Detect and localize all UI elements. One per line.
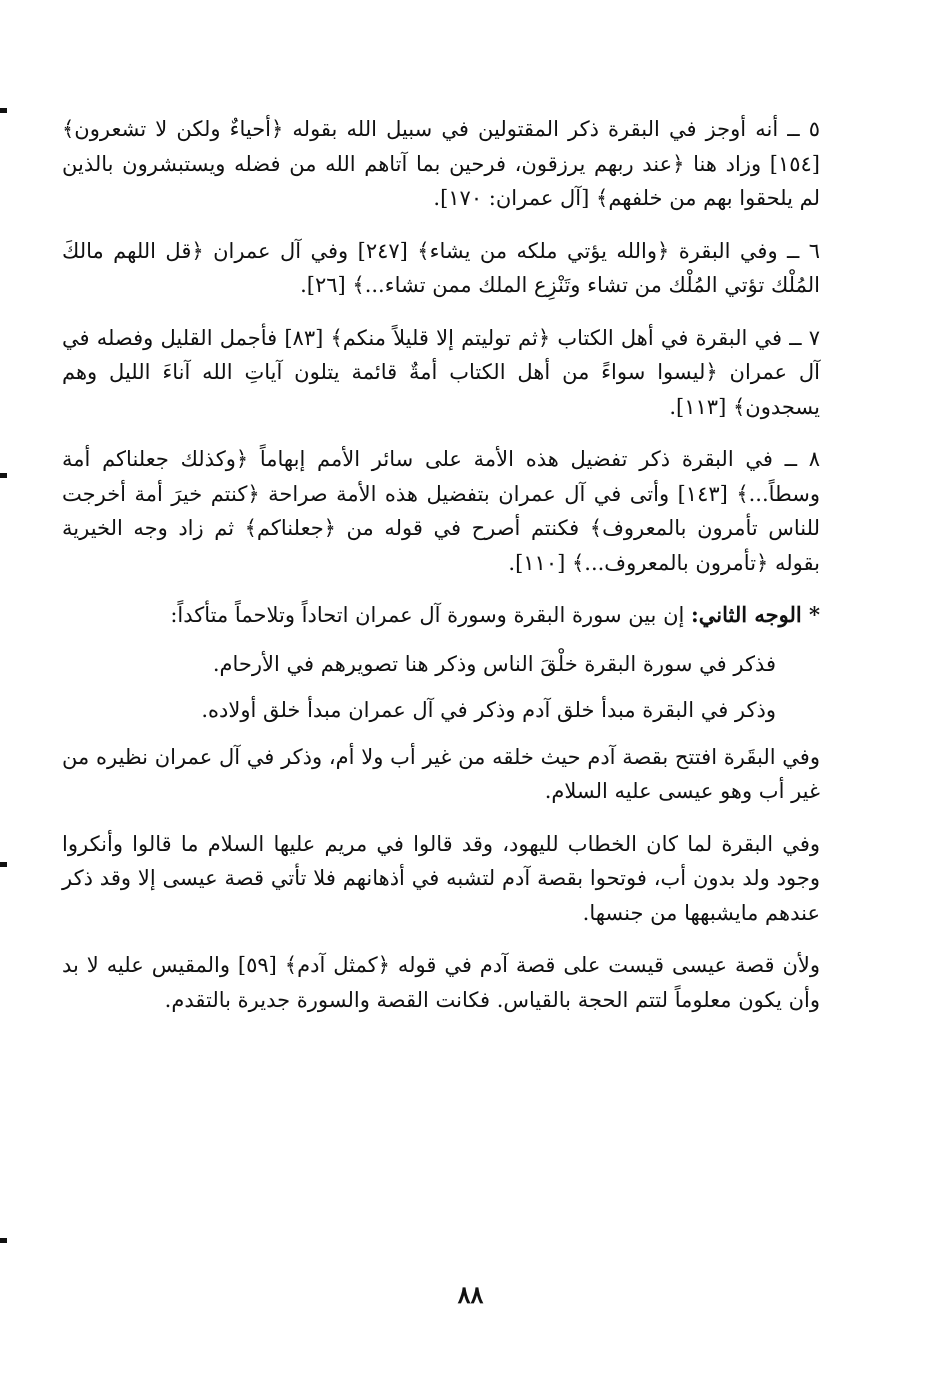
paragraph-point-8: ٨ ــ في البقرة ذكر تفضيل هذه الأمة على سائر الأمم إبهاماً ﴿وكذلك جعلناكم أمة وسطاً...﴾ [١٤٣] وأتى في آل عمران بتفضيل هذه الأمة صراحة ﴿كنتم خيرَ أمة أخرجت للناس تأمرون بالمعروف﴾ فكنتم أصرح في قوله من ﴿جعلناكم﴾ ثم زاد وجه الخيرية بقوله ﴿تأمرون بالمعروف...﴾ [١١٠].	[62, 447, 821, 575]
paragraph-jews-address: وفي البقرة لما كان الخطاب لليهود، وقد قالوا في مريم عليها السلام ما قالوا وأنكروا وجود ولد بدون أب، فوتحوا بقصة آدم لتشبه في أذهانهم فلا تأتي قصة عيسى إلا وقد ذكر عندهم مايشبهها من جنسها.	[62, 831, 820, 925]
page-number: ٨٨	[457, 1280, 484, 1309]
paragraph-analogy: ولأن قصة عيسى قيست على قصة آدم في قوله ﴿كمثل آدم﴾ [٥٩] والمقيس عليه لا بد وأن يكون معلوماً لتتم الحجة بالقياس. فكانت القصة والسورة جديرة بالتقدم.	[62, 953, 820, 1012]
indented-line-adam: وذكر في البقرة مبدأ خلق آدم وذكر في آل عمران مبدأ خلق أولاده.	[201, 698, 776, 722]
scan-edge-mark	[0, 862, 7, 867]
paragraph-point-5: ٥ ــ أنه أوجز في البقرة ذكر المقتولين في سبيل الله بقوله ﴿أحياءٌ ولكن لا تشعرون﴾ [١٥٤] وزاد هنا ﴿عند ربهم يرزقون، فرحين بما آتاهم الله من فضله ويستبشرون بالذين لم يلحقوا بهم من خلفهم﴾ [آل عمران: ١٧٠].	[62, 117, 820, 210]
paragraph-adam-isa: وفي البقَرة افتتح بقصة آدم حيث خلقه من غير أب ولا أم، وذكر في آل عمران نظيره من غير أب وهو عيسى عليه السلام.	[62, 744, 820, 803]
indented-line-creation: فذكر في سورة البقرة خلْقَ الناس وذكر هنا تصويرهم في الأرحام.	[212, 651, 776, 676]
paragraph-second-aspect	[62, 598, 820, 633]
paragraph-point-6: ٦ ــ وفي البقرة ﴿والله يؤتي ملكه من يشاء﴾ [٢٤٧] وفي آل عمران ﴿قل اللهم مالكَ المُلْك تؤتي المُلْك من تشاء وتَنْزِع الملك ممن تشاء...﴾ [٢٦].	[62, 238, 821, 297]
scan-edge-mark	[0, 108, 7, 113]
scan-edge-mark	[0, 1238, 7, 1243]
second-aspect-text: إن بين سورة البقرة وسورة آل عمران اتحاداً وتلاحماً متأكداً:	[170, 603, 691, 627]
paragraph-point-7: ٧ ــ في البقرة في أهل الكتاب ﴿ثم توليتم إلا قليلاً منكم﴾ [٨٣] فأجمل القليل وفصله في آل عمران ﴿ليسوا سواءً من أهل الكتاب أمةٌ قائمة يتلون آياتِ الله آناءَ الليل وهم يسجدون﴾ [١١٣].	[62, 325, 820, 419]
second-aspect-label: * الوجه الثاني:	[691, 602, 820, 627]
page-body	[62, 112, 820, 1035]
scan-edge-mark	[0, 473, 7, 478]
